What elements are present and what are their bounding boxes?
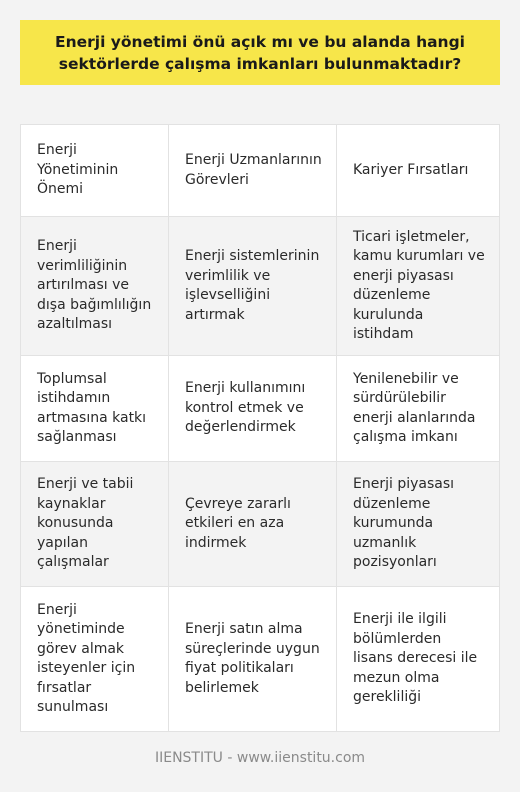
table-row: [21, 356, 499, 462]
table-row: [21, 462, 499, 587]
table-cell: Toplumsal istihdamın artmasına katkı sağlanması: [21, 356, 169, 461]
table-cell: Enerji verimliliğinin artırılması ve dışa bağımlılığın azaltılması: [21, 217, 169, 355]
table-cell: Enerji yönetiminde görev almak isteyenler için fırsatlar sunulması: [21, 587, 169, 731]
header-cell: Enerji Yönetiminin Önemi: [21, 125, 169, 216]
header-cell: Enerji Uzmanlarının Görevleri: [169, 125, 337, 216]
table-cell: Enerji ile ilgili bölümlerden lisans derecesi ile mezun olma gerekliliği: [353, 611, 478, 706]
table-cell: Enerji piyasası düzenleme kurumunda uzmanlık pozisyonları: [353, 476, 455, 571]
table-cell: Enerji kullanımını kontrol etmek ve değerlendirmek: [169, 356, 337, 461]
table-cell: Enerji sistemlerinin verimlilik ve işlevselliğini artırmak: [169, 217, 337, 355]
table-cell: Ticari işletmeler, kamu kurumları ve enerji piyasası düzenleme kurulunda istihdam: [353, 228, 485, 342]
table-cell: Çevreye zararlı etkileri en aza indirmek: [169, 462, 337, 586]
title-banner: [20, 20, 500, 85]
table-cell: Yenilenebilir ve sürdürülebilir enerji alanlarında çalışma imkanı: [353, 370, 476, 445]
table-cell: Enerji ve tabii kaynaklar konusunda yapılan çalışmalar: [21, 462, 169, 586]
table-cell: Enerji satın alma süreçlerinde uygun fiyat politikaları belirlemek: [169, 587, 337, 731]
footer-credit: IIENSTITU - www.iienstitu.com: [154, 750, 366, 766]
page-title: Enerji yönetimi önü açık mı ve bu alanda hangi sektörlerde çalışma imkanları bulunmaktadır?: [54, 32, 466, 73]
table-row: [21, 217, 499, 356]
table-row: [21, 587, 499, 731]
header-cell: Kariyer Fırsatları: [353, 161, 469, 178]
info-table: [20, 124, 500, 732]
table-header-row: [21, 125, 499, 217]
